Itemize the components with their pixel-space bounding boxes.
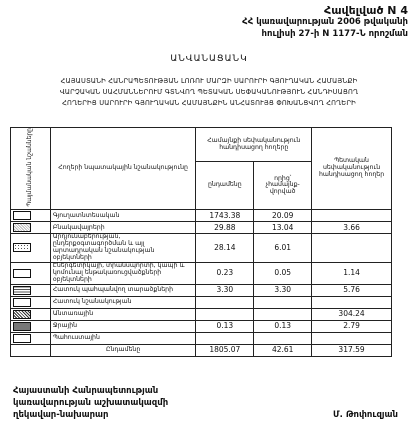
total-symbol-cell [11,344,51,356]
subtitle-line-2: ՎԱՐՉԱԿԱՆ ՍԱՀՄԱՆՆԵՐՈՒՄ ԳՏՆՎՈՂ ՊԵՏԱԿԱՆ ՍԵՓԱԿԱՆՈՒԹՅՈՒՆ ՀԱՆԴԻՍԱՑՈՂ [59,88,359,96]
cell-state [312,234,392,262]
table-row [11,296,392,308]
cell-total [196,308,254,320]
legend-swatch-industrial [13,243,31,252]
subtitle-line-3: ՀՈՂԵՐԻՑ ՍԱՐՈՒՐԻ ԳՅՈՒՂԱԿԱՆ ՀԱՄԱՅՆՔԻՆ ԱՆՀԱՏՈՒՅՑ ՓՈԽԱՆՑՎՈՂ ՀՈՂԵՐԻ [62,99,356,107]
row-label: Էներգետիկայի, տրանսպորտի, կապի և կոմունալ ենթակառուցվածքների օբյեկտների [50,262,196,284]
table-row [11,222,392,234]
row-label: Բնակավայրերի [50,222,196,234]
table-row [11,320,392,332]
legend-swatch-protected [13,286,31,295]
subtitle-line-1: ՀԱՅԱՍՏԱՆԻ ՀԱՆՐԱՊԵՏՈՒԹՅԱՆ ԼՈՌՈՒ ՄԱՐԶԻ ՍԱՐՈՒՐԻ ԳՅՈՒՂԱԿԱՆ ՀԱՄԱՅՆՔԻ [60,77,358,85]
cell-total: 3.30 [196,284,254,296]
legend-swatch-energy [13,269,31,278]
table-row [11,262,392,284]
cell-state: 3.66 [312,222,392,234]
cell-total [196,332,254,344]
document-title: ԱՆՎԱՆԱՑԱՆԿ [170,54,248,64]
row-label: Հատուկ պահպանվող տարածքների [50,284,196,296]
header-symbols: Պայմանական նշանները [11,128,51,210]
table-total-row [11,344,392,356]
cell-state: 5.76 [312,284,392,296]
cell-total: 29.88 [196,222,254,234]
table-row [11,234,392,262]
row-label: Անտառային [50,308,196,320]
cell-state: 2.79 [312,320,392,332]
cell-state [312,210,392,222]
cell-state: 1.14 [312,262,392,284]
cell-state [312,296,392,308]
row-label: Արդյունաբերության, ընդերքօգտագործման և այլ արտադրական նշանակության օբյեկտների [50,234,196,262]
footer-line-2: կառավարության աշխատակազմի [13,398,169,408]
decree-reference-line1: ՀՀ կառավարության 2006 թվականի [242,17,408,27]
land-table [10,127,392,357]
cell-total: 0.13 [196,320,254,332]
legend-swatch-settlements [13,223,31,232]
cell-total: 28.14 [196,234,254,262]
header-included: որից՝ չհամայնք-վորված [254,162,312,210]
header-total: ընդամենը [196,162,254,210]
cell-included [254,296,312,308]
signature-name: Մ. Թոփուզյան [333,410,398,420]
cell-included: 0.05 [254,262,312,284]
cell-total [196,296,254,308]
legend-swatch-special [13,298,31,307]
row-label: Ջրային [50,320,196,332]
table-row [11,332,392,344]
legend-swatch-agricultural [13,211,31,220]
cell-included: 20.09 [254,210,312,222]
cell-included [254,332,312,344]
header-state: Պետական սեփականություն հանդիսացող հողեր [312,128,392,210]
cell-included: 6.01 [254,234,312,262]
legend-swatch-water [13,322,31,331]
total-label: Ընդամենը [50,344,196,356]
cell-state [312,332,392,344]
row-label: Գյուղատնտեսական [50,210,196,222]
row-label: Հատուկ նշանակության [50,296,196,308]
footer-line-1: Հայաստանի Հանրապետության [13,386,159,396]
cell-included: 13.04 [254,222,312,234]
sum-included: 42.61 [254,344,312,356]
table-row [11,284,392,296]
sum-total: 1805.07 [196,344,254,356]
cell-included: 0.13 [254,320,312,332]
cell-total: 0.23 [196,262,254,284]
header-community: Համայնքի սեփականություն հանդիսացող հողերը [196,128,312,162]
cell-total: 1743.38 [196,210,254,222]
footer-line-3: ղեկավար-նախարար [13,410,109,420]
table-row [11,210,392,222]
cell-included [254,308,312,320]
legend-swatch-forest [13,310,31,319]
sum-state: 317.59 [312,344,392,356]
appendix-title: Հավելված N 4 [324,4,408,17]
table-row [11,308,392,320]
header-category: Հողերի նպատակային նշանակությունը [50,128,196,210]
decree-reference-line2: հուլիսի 27-ի N 1177-Ն որոշման [261,29,408,39]
cell-included: 3.30 [254,284,312,296]
row-label: Պահուստային [50,332,196,344]
cell-state: 304.24 [312,308,392,320]
legend-swatch-reserve [13,334,31,343]
